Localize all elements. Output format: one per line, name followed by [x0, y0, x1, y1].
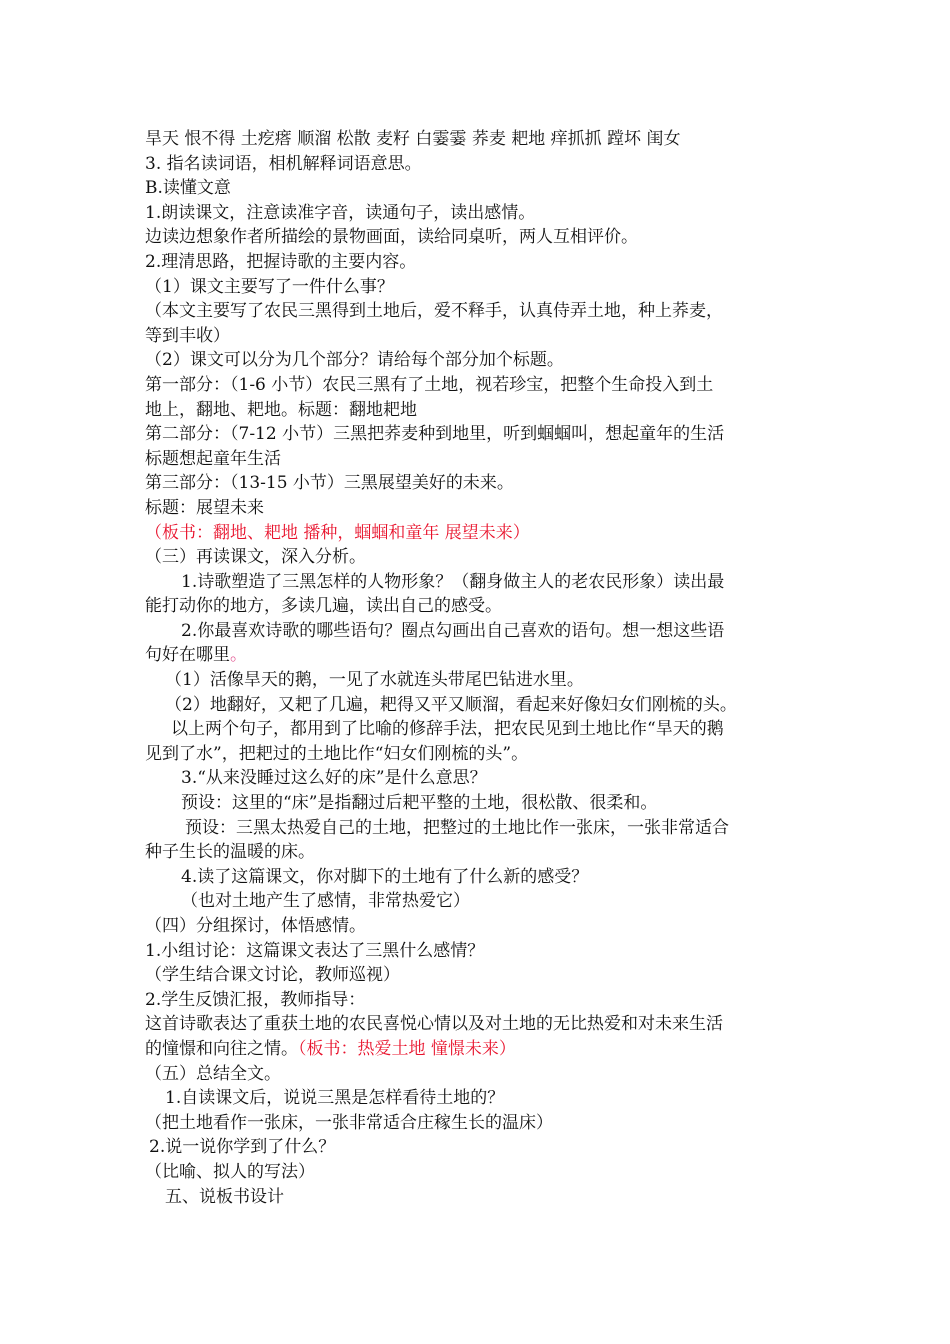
analysis-1-line-2: 能打动你的地方，多读几遍，读出自己的感受。	[145, 596, 502, 617]
part-2-line-1: 第二部分：（7-12 小节）三黑把荞麦种到地里，听到蝈蝈叫，想起童年的生活	[145, 424, 725, 445]
sentence-1: （1）活像旱天的鹅，一见了水就连头带尾巴钻进水里。	[165, 670, 584, 691]
part-2-line-2: 标题想起童年生活	[145, 448, 281, 469]
section-4-heading: （四）分组探讨，体悟感情。	[145, 916, 366, 936]
analysis-4: 4.读了这篇课文，你对脚下的土地有了什么新的感受？	[181, 866, 589, 887]
feedback: 2.学生反馈汇报，教师指导：	[145, 989, 366, 1010]
vocabulary-line	[145, 127, 810, 152]
part-3: 第三部分：（13-15 小节）三黑展望美好的未来。	[145, 473, 514, 494]
group-discussion: 1.小组讨论：这篇课文表达了三黑什么感情？	[145, 940, 485, 961]
answer-1-line-2: 等到丰收）	[145, 325, 230, 346]
document-body	[145, 127, 810, 1209]
summary-1: 1.自读课文后，说说三黑是怎样看待土地的？	[165, 1088, 505, 1109]
question-1: （1）课文主要写了一件什么事？	[145, 276, 394, 297]
sentence-2: （2）地翻好，又耙了几遍，耙得又平又顺溜，看起来好像妇女们刚梳的头。	[165, 694, 737, 715]
section-3-heading: （三）再读课文，深入分析。	[145, 547, 366, 568]
vocabulary-text: 旱天 恨不得 土疙瘩 顺溜 松散 麦籽 白霎霎 荞麦 耙地 痒抓抓 蹚坏 闺女	[145, 129, 681, 149]
answer-1-line-1: （本文主要写了农民三黑得到土地后，爱不释手，认真侍弄土地，种上荞麦，	[145, 301, 723, 322]
analysis-3: 3.“从来没睡过这么好的床”是什么意思？	[181, 768, 487, 789]
part-1-line-2: 地上，翻地、耙地。标题：翻地耙地	[145, 399, 417, 420]
step-clarify: 2.理清思路，把握诗歌的主要内容。	[145, 251, 417, 272]
summary-1-answer: （把土地看作一张床，一张非常适合庄稼生长的温床）	[145, 1112, 553, 1133]
board-notes-2: （板书：热爱土地 憧憬未来）	[298, 1038, 516, 1059]
section-5-heading: （五）总结全文。	[145, 1063, 281, 1084]
step-read-words: 3. 指名读词语，相机解释词语意思。	[145, 153, 422, 174]
analysis-1-line-1: 1.诗歌塑造了三黑怎样的人物形象？（翻身做主人的老农民形象）读出最	[181, 571, 725, 592]
preset-1: 预设：这里的“床”是指翻过后耙平整的土地，很松散、很柔和。	[181, 793, 658, 814]
question-2: （2）课文可以分为几个部分？请给每个部分加个标题。	[145, 350, 564, 371]
metaphor-line-1: 以上两个句子，都用到了比喻的修辞手法，把农民见到土地比作“旱天的鹅	[171, 719, 724, 740]
part-3-title: 标题：展望未来	[145, 497, 264, 518]
analysis-2-line-2	[145, 643, 810, 668]
part-1-line-1: 第一部分：（1-6 小节）农民三黑有了土地，视若珍宝，把整个生命投入到土	[145, 374, 714, 395]
feedback-line-1: 这首诗歌表达了重获土地的农民喜悦心情以及对土地的无比热爱和对未来生活	[145, 1014, 723, 1035]
board-notes-1: （板书：翻地、耙地 播种，蝈蝈和童年 展望未来）	[145, 522, 530, 543]
feedback-line-2	[145, 1037, 810, 1062]
section-b-heading: B.读懂文意	[145, 178, 231, 199]
feedback-text: 的憧憬和向往之情。	[145, 1038, 298, 1059]
analysis-2-line-1: 2.你最喜欢诗歌的哪些语句？圈点勾画出自己喜欢的语句。想一想这些语	[181, 620, 725, 641]
summary-2-answer: （比喻、拟人的写法）	[145, 1161, 315, 1182]
step-imagine: 边读边想象作者所描绘的景物画面，读给同桌听，两人互相评价。	[145, 227, 638, 248]
analysis-4-answer: （也对土地产生了感情，非常热爱它）	[181, 891, 470, 912]
summary-2: 2.说一说你学到了什么？	[149, 1137, 336, 1158]
preset-2-line-2: 种子生长的温暖的床。	[145, 842, 315, 863]
preset-2-line-1: 预设：三黑太热爱自己的土地，把整过的土地比作一张床，一张非常适合	[185, 817, 729, 838]
section-five-heading: 五、说板书设计	[165, 1186, 284, 1207]
step-read-aloud: 1.朗读课文，注意读准字音，读通句子，读出感情。	[145, 202, 536, 223]
analysis-2-period: 。	[230, 645, 247, 666]
group-discussion-note: （学生结合课文讨论，教师巡视）	[145, 965, 400, 986]
metaphor-line-2: 见到了水”，把耙过的土地比作“妇女们刚梳的头”。	[145, 743, 529, 764]
analysis-2-text: 句好在哪里	[145, 645, 230, 666]
